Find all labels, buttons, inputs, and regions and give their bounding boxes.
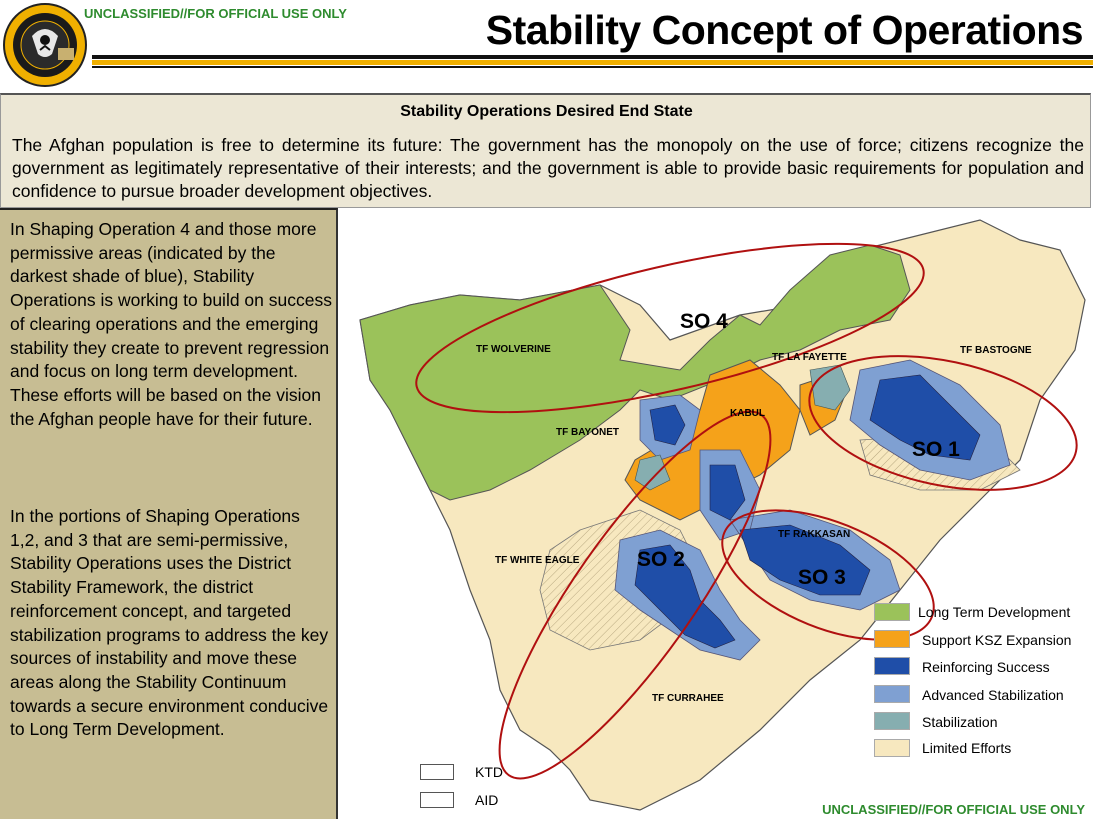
end-state-panel	[0, 93, 1091, 208]
tf-label-wolverine: TF WOLVERINE	[476, 344, 551, 355]
description-paragraph-1: In Shaping Operation 4 and those more permissive areas (indicated by the darkest shade of blue), Stability Operations is working to build on success of clearing operations and the emerging stability they create to prevent regression and focus on long term development. These efforts will be based on the vision the Afghan people have for their future.	[10, 219, 332, 429]
legend-swatch-limited	[874, 739, 910, 757]
classification-marking-bottom: UNCLASSIFIED//FOR OFFICIAL USE ONLY	[822, 802, 1085, 817]
page-title: Stability Concept of Operations	[485, 7, 1083, 53]
legend-swatch-ksz	[874, 630, 910, 648]
legend-label-stabilization: Stabilization	[922, 714, 998, 730]
so1-label: SO 1	[912, 438, 960, 461]
key-box-aid	[420, 792, 454, 808]
classification-marking-top: UNCLASSIFIED//FOR OFFICIAL USE ONLY	[84, 6, 347, 21]
key-label-ktd: KTD	[475, 764, 503, 780]
rc-east-logo	[2, 2, 88, 88]
legend-swatch-stabilization	[874, 712, 910, 730]
tf-label-rakkasan: TF RAKKASAN	[778, 529, 851, 540]
description-paragraph-2: In the portions of Shaping Operations 1,2, and 3 that are semi-permissive, Stability Operations uses the District Stability Framework, the district reinforcement concept, and targeted stabilization programs to address the key sources of instability and move these areas along the Stability Continuum towards a secure environment conducive to Long Term Development.	[10, 506, 329, 740]
legend-label-limited: Limited Efforts	[922, 740, 1012, 756]
key-label-aid: AID	[475, 792, 499, 808]
header-divider	[92, 55, 1093, 59]
so4-label: SO 4	[680, 310, 728, 333]
tf-label-kabul: KABUL	[730, 408, 765, 419]
legend-label-advanced: Advanced Stabilization	[922, 687, 1064, 703]
end-state-body: The Afghan population is free to determine its future: The government has the monopoly on the use of force; citizens recognize the government as legitimately representative of their interests; and the government is able to provide basic requirements for population and confidence to pursue broader development objectives.	[12, 135, 1084, 201]
key-box-ktd	[420, 764, 454, 780]
tf-label-bayonet: TF BAYONET	[556, 427, 619, 438]
legend-label-ksz: Support KSZ Expansion	[922, 632, 1072, 648]
tf-label-white-eagle: TF WHITE EAGLE	[495, 555, 580, 566]
legend-label-long-term: Long Term Development	[918, 604, 1071, 620]
so3-label: SO 3	[798, 566, 846, 589]
legend-swatch-advanced	[874, 685, 910, 703]
tf-label-bastogne: TF BASTOGNE	[960, 345, 1032, 356]
legend-swatch-long-term	[874, 603, 910, 621]
stability-description-panel	[0, 208, 338, 819]
so2-label: SO 2	[637, 548, 685, 571]
header-divider-bottom	[92, 66, 1093, 68]
end-state-title: Stability Operations Desired End State	[400, 103, 693, 120]
legend-swatch-reinforcing	[874, 657, 910, 675]
tf-label-la-fayette: TF LA FAYETTE	[772, 352, 847, 363]
tf-label-currahee: TF CURRAHEE	[652, 693, 724, 704]
legend-label-reinforcing: Reinforcing Success	[922, 659, 1050, 675]
header-divider-gold	[92, 60, 1093, 65]
map-legend	[874, 603, 1089, 773]
regional-map	[340, 210, 1093, 819]
